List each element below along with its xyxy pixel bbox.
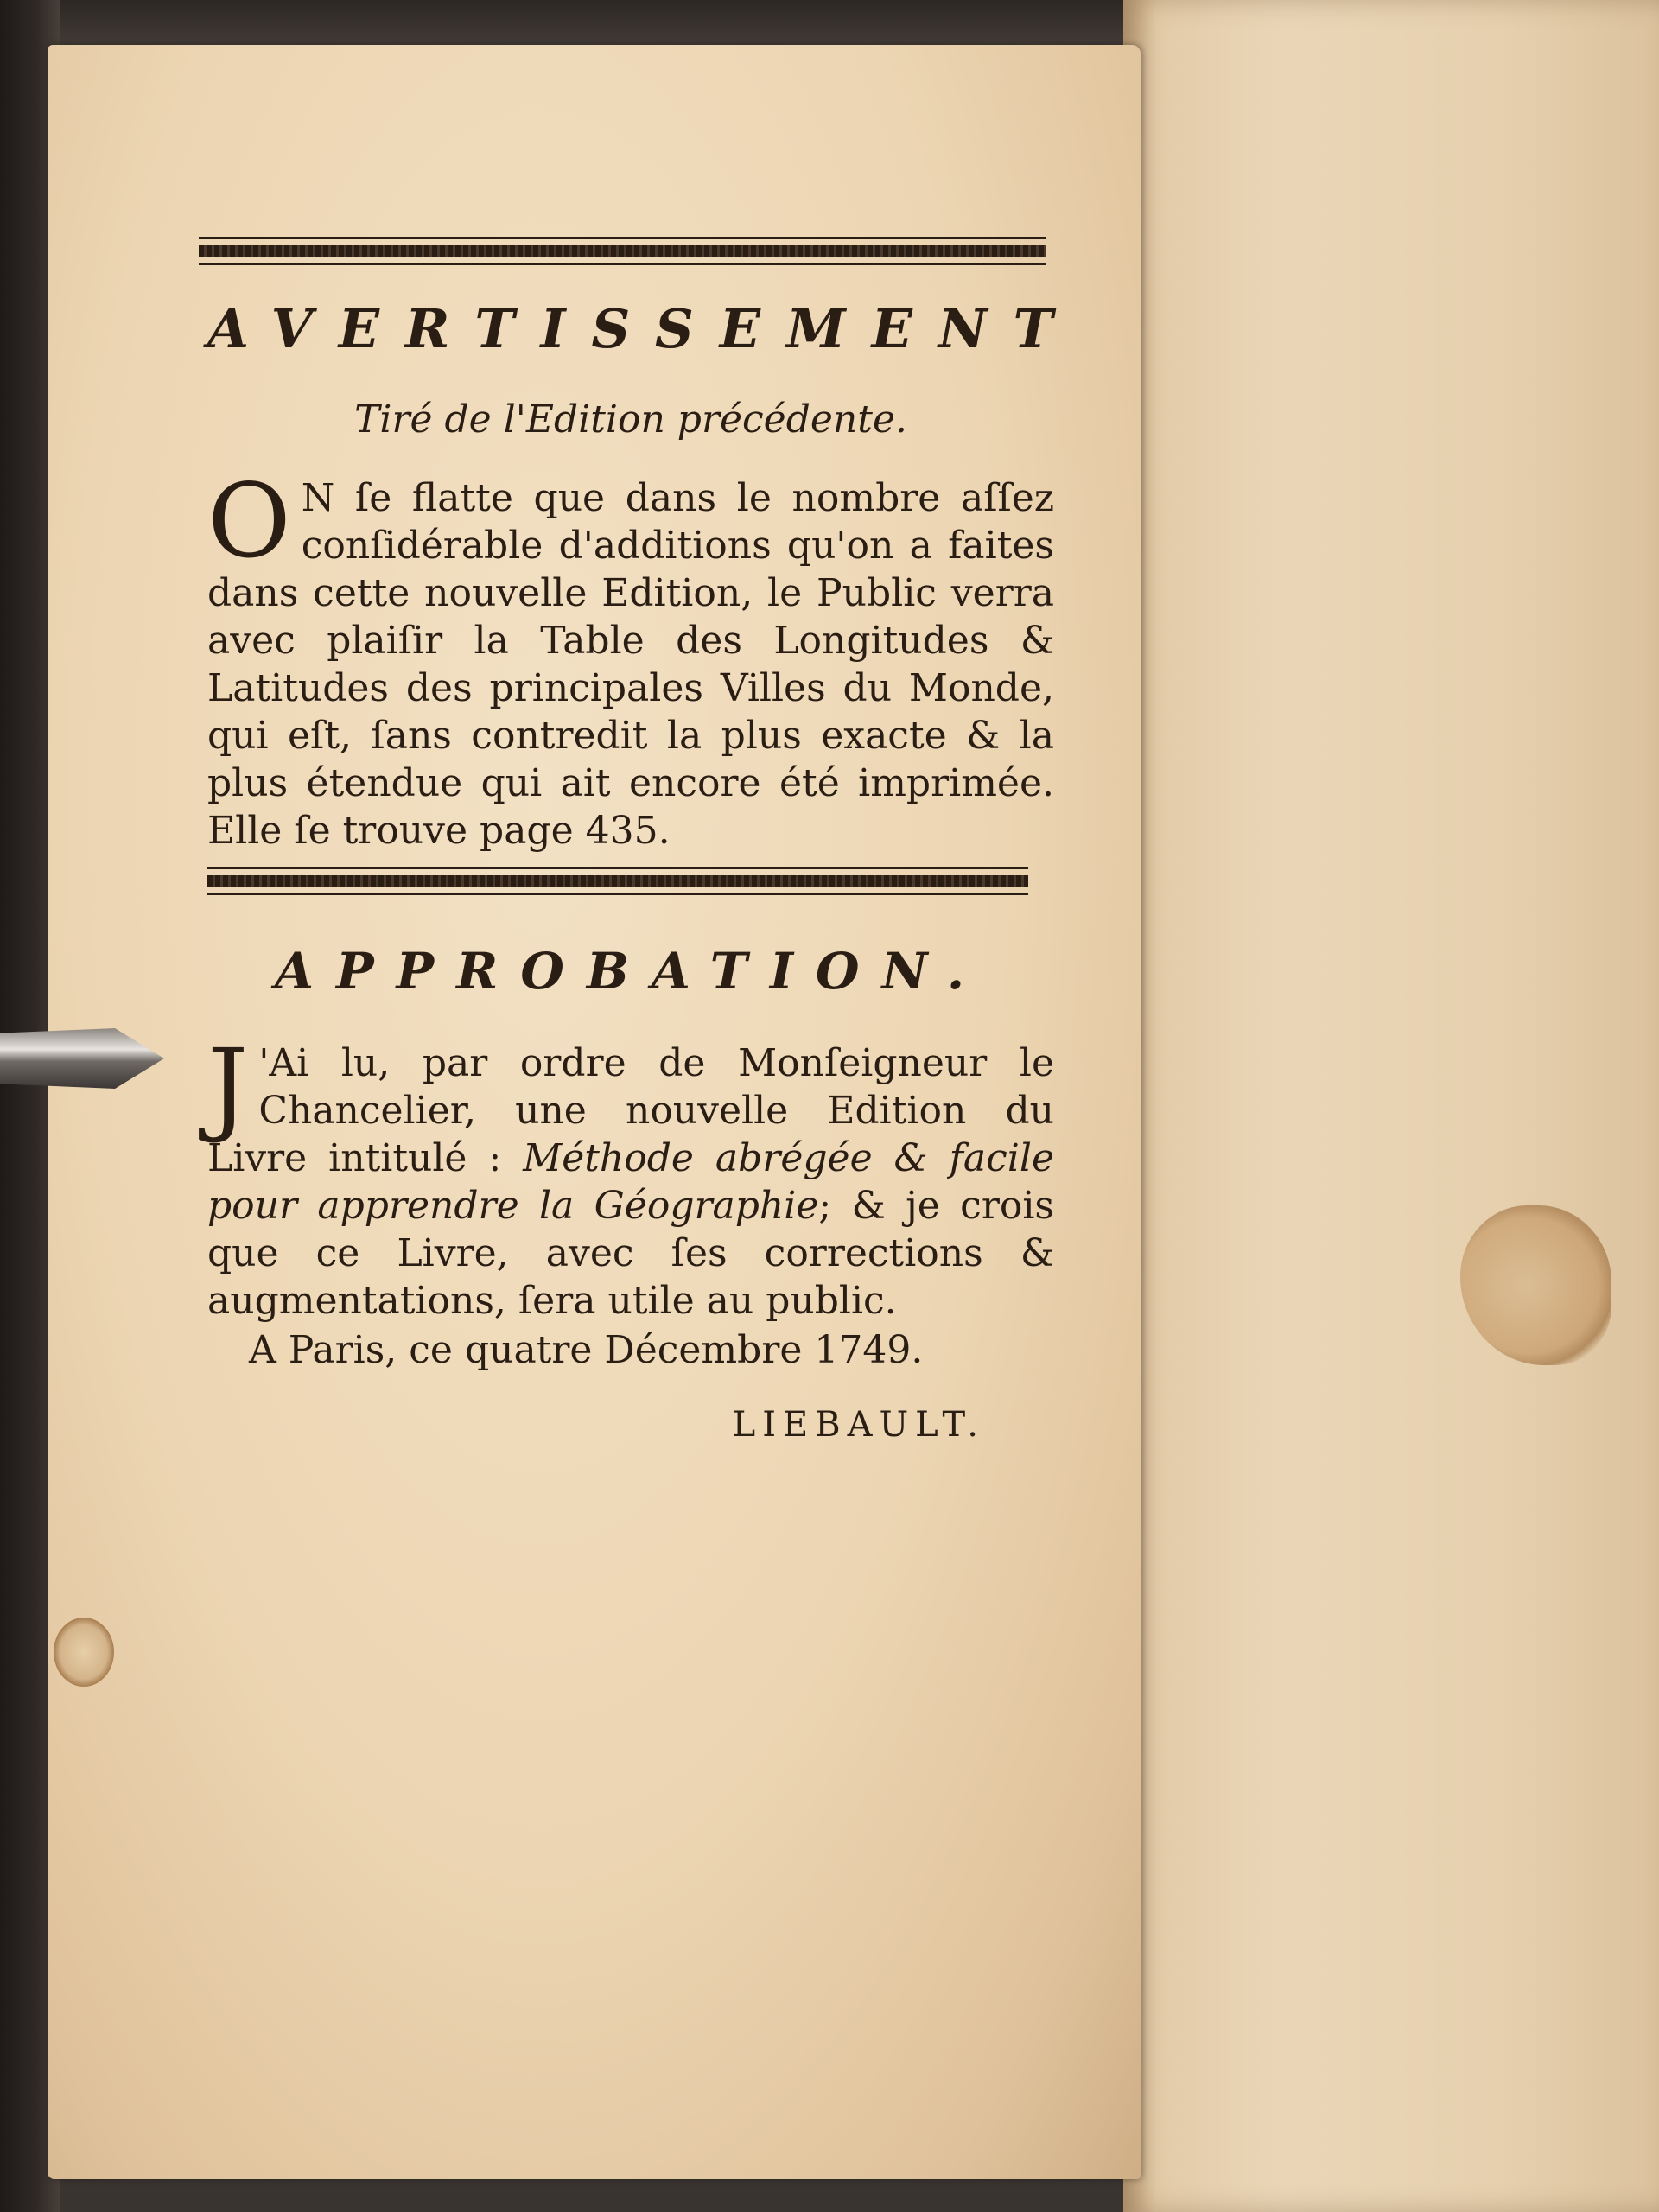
approbation-body-end: ; & je crois que ce Livre, avec ſes corrections & augmentations, ſera utile au public. xyxy=(207,1184,1054,1323)
avertissement-paragraph xyxy=(207,461,1054,855)
drop-cap: J xyxy=(207,1027,249,1146)
drop-cap: O xyxy=(207,461,291,581)
approbation-body-start: 'Ai lu, par ordre de Monſeigneur le Chancelier, une nouvelle Edition du Livre intitulé : xyxy=(207,1041,1054,1180)
approbation-title: APPROBATION. xyxy=(274,942,988,1001)
approbation-book-title: Méthode abrégée & facile pour apprendre la Géographie xyxy=(207,1136,1054,1228)
avertissement-body: N ſe flatte que dans le nombre aſſez conſidérable d'additions qu'on a faites dans cette nouvelle Edition, le Public verra avec plaiſir la Table des Longitudes & Latitudes des principales Villes du Monde, qui eſt, ſans contredit la plus exacte & la plus étendue qui ait encore été imprimée. Elle ſe trouve page 435. xyxy=(207,476,1054,853)
ornamental-rule-top xyxy=(199,233,1046,273)
page-content xyxy=(207,233,1079,1445)
ornamental-rule-middle xyxy=(207,863,1028,903)
avertissement-subtitle: Tiré de l'Edition précédente. xyxy=(354,397,907,442)
approbation-paragraph xyxy=(207,1027,1054,1325)
paper-hole xyxy=(54,1618,114,1687)
approbation-signature: LIEBAULT. xyxy=(732,1405,985,1445)
avertissement-title: AVERTISSEMENT xyxy=(207,297,1079,360)
approbation-dateline: A Paris, ce quatre Décembre 1749. xyxy=(249,1328,924,1372)
facing-page xyxy=(1123,0,1659,2212)
